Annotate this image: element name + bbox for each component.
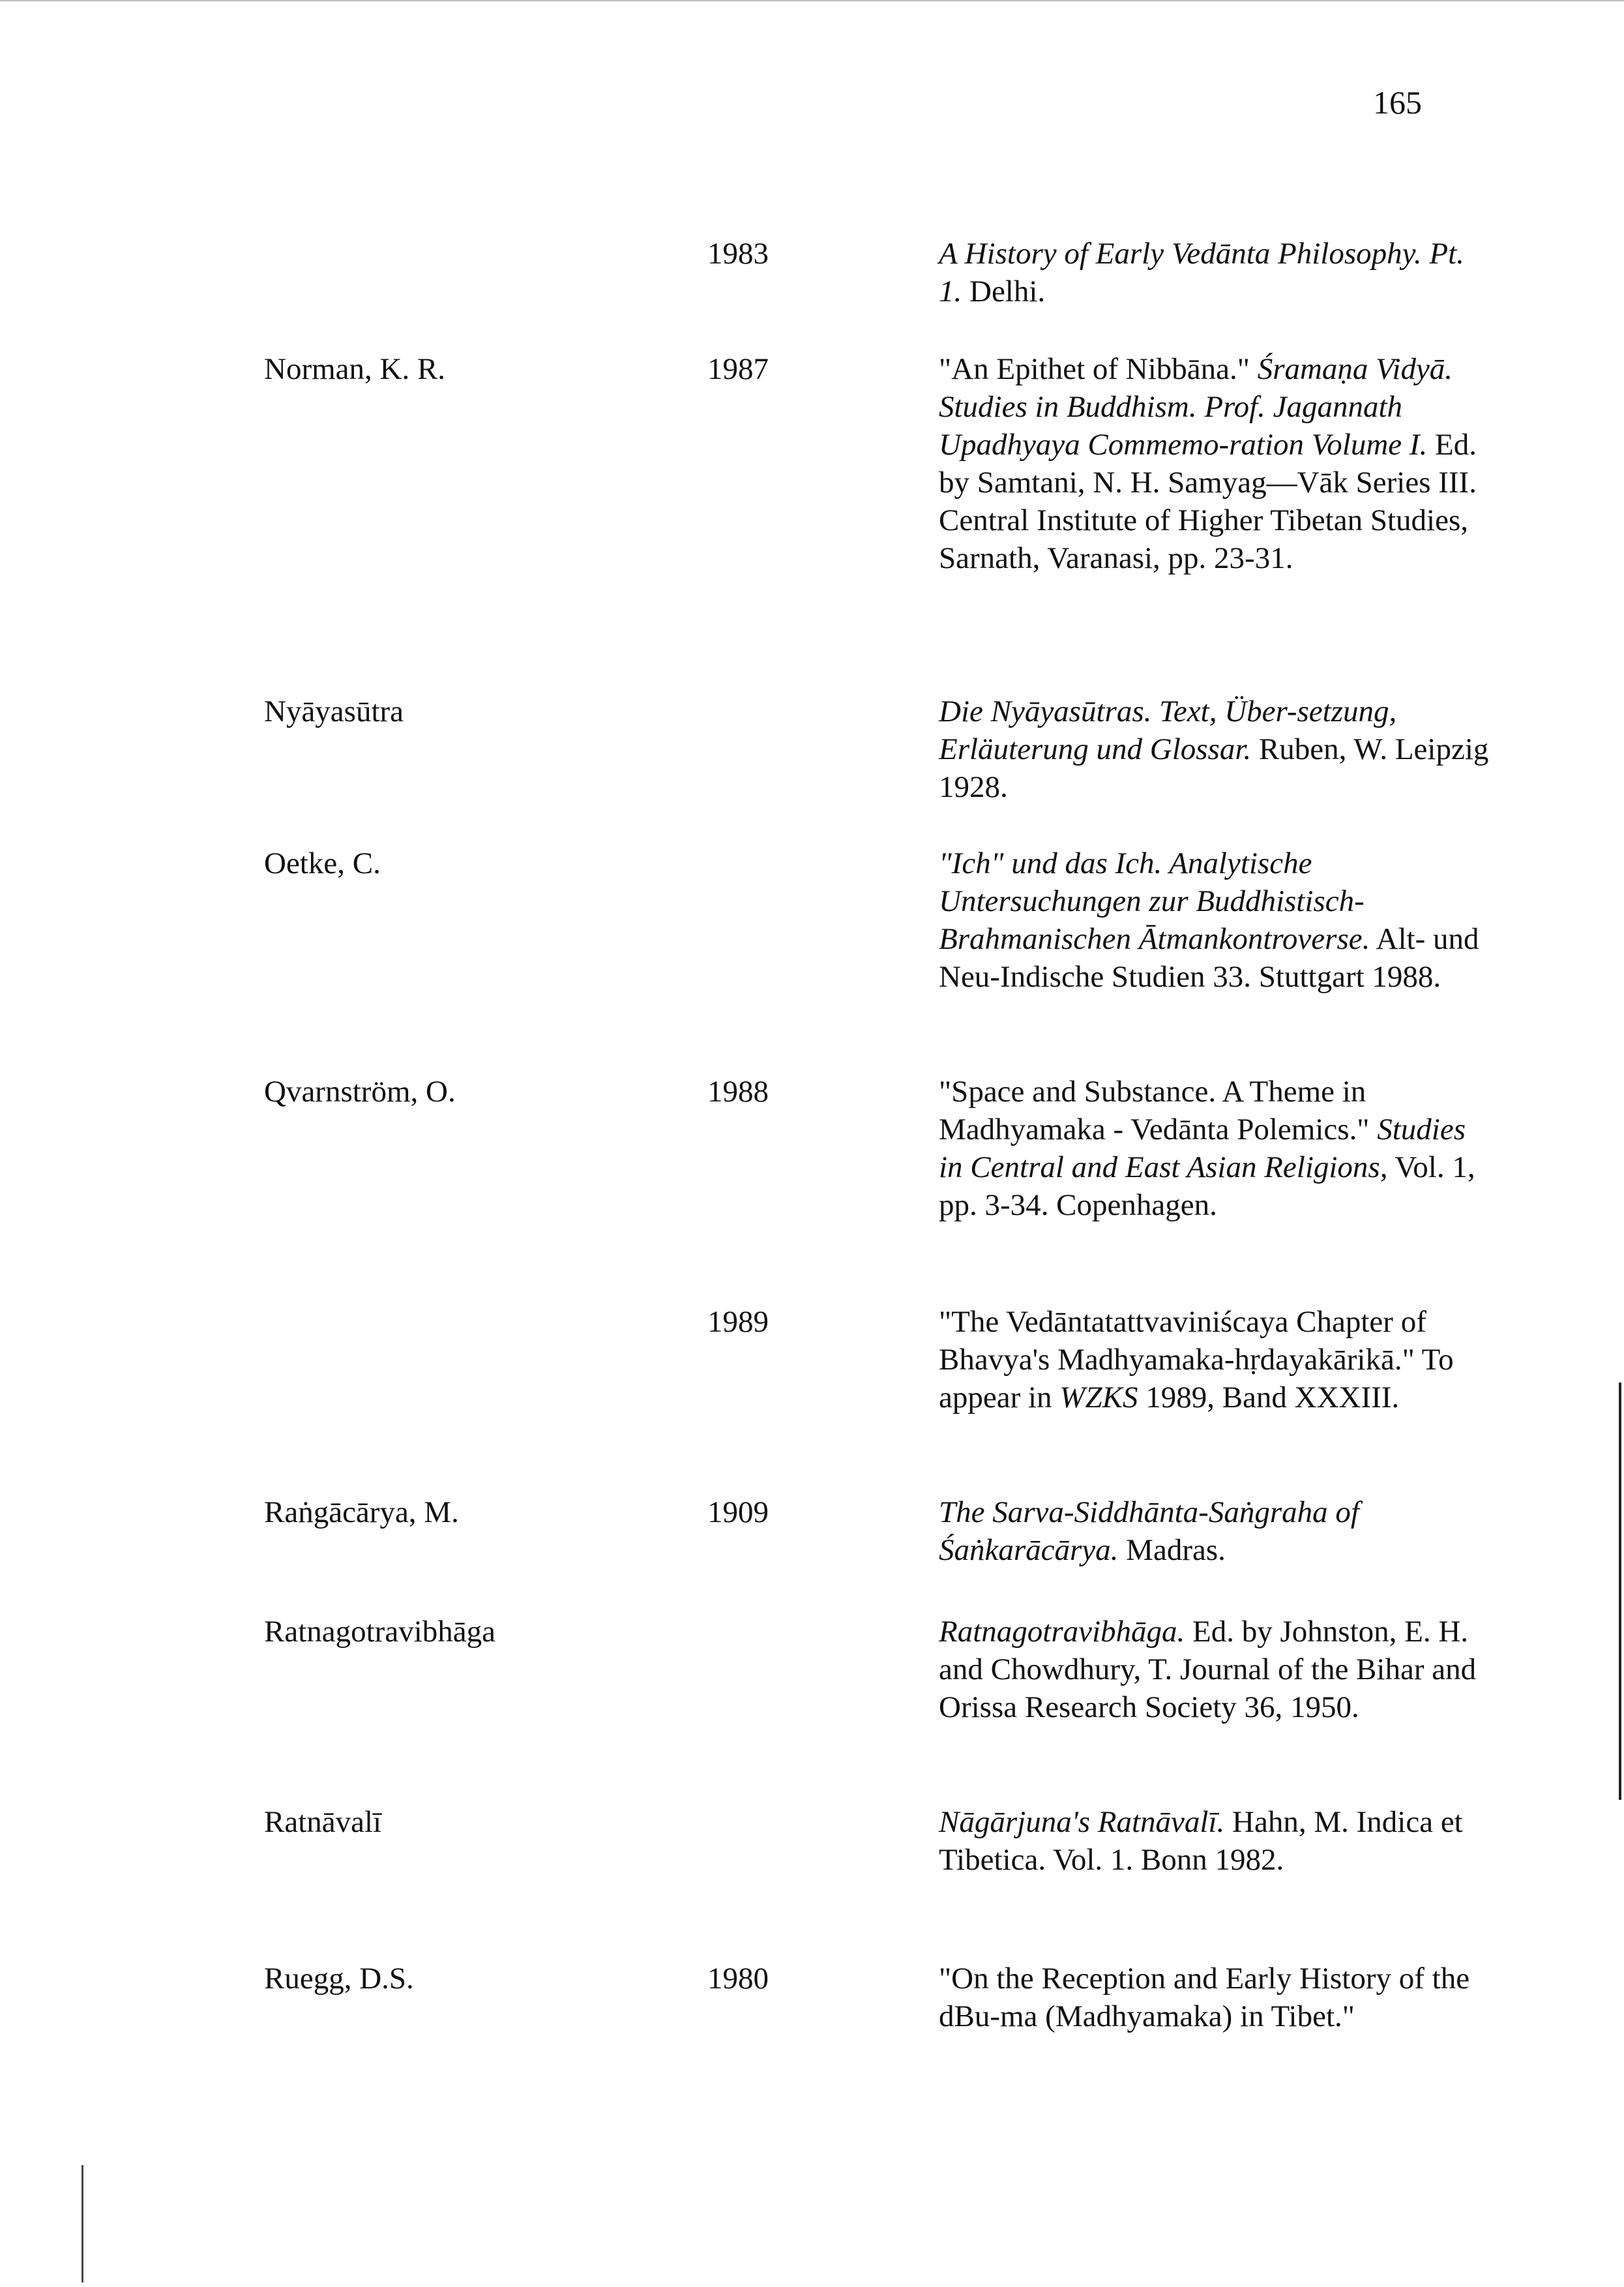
entry-author: Ratnāvalī [264, 1805, 382, 1839]
entry-year: 1909 [707, 1495, 769, 1529]
entry-author: Qvarnström, O. [264, 1075, 456, 1109]
scan-binding-shadow [1619, 1383, 1621, 1800]
reference-text: Ed. by Johnston, E. H. and Chowdhury, T. Journal of the Bihar and Orissa Research Society 36, 1950. [939, 1615, 1477, 1724]
entry-author: Raṅgācārya, M. [264, 1495, 459, 1529]
reference-title: Śramaṇa Vidyā. Studies in Buddhism. Prof. Jagannath Upadhyaya Commemo-ration Volume I. [939, 352, 1453, 462]
reference-text: "Space and Substance. A Theme in Madhyamaka - Vedānta Polemics." [939, 1075, 1378, 1146]
reference-text: Delhi. [962, 275, 1046, 308]
reference-title: Ratnagotravibhāga. [939, 1615, 1185, 1649]
scan-top-edge [0, 0, 1624, 1]
entry-author: Oetke, C. [264, 846, 381, 880]
entry-author: Ruegg, D.S. [264, 1962, 414, 1996]
reference-text: Vol. 1, pp. 3-34. Copenhagen. [939, 1150, 1475, 1222]
entry-year: 1989 [707, 1305, 769, 1339]
entry-year: 1983 [707, 237, 769, 271]
scan-margin-mark [81, 2165, 83, 2282]
reference-title: The Sarva-Siddhānta-Saṅgraha of Śaṅkarācārya. [939, 1495, 1359, 1567]
reference-text: Ed. by Samtani, N. H. Samyag—Vāk Series III. Central Institute of Higher Tibetan Studies, Sarnath, Varanasi, pp. 23-31. [939, 428, 1477, 575]
entry-reference [939, 1303, 1493, 1416]
entry-year: 1988 [707, 1075, 769, 1109]
entry-reference [939, 235, 1493, 310]
reference-text: "An Epithet of Nibbāna." [939, 352, 1258, 386]
reference-text: Alt- und Neu-Indische Studien 33. Stuttgart 1988. [939, 922, 1479, 994]
entry-reference [939, 1493, 1493, 1569]
reference-title: Die Nyāyasūtras. Text, Über-setzung, Erläuterung und Glossar. [939, 695, 1397, 766]
reference-text: Madras. [1118, 1533, 1226, 1567]
entry-reference [939, 350, 1493, 577]
entry-reference [939, 1073, 1493, 1224]
entry-reference [939, 1803, 1493, 1879]
entry-year: 1987 [707, 352, 769, 386]
entry-reference [939, 1960, 1493, 2035]
reference-title: "Ich" und das Ich. Analytische Untersuchungen zur Buddhistisch-Brahmanischen Ātmankontroverse. [939, 846, 1370, 956]
reference-title: Nāgārjuna's Ratnāvalī. [939, 1805, 1225, 1839]
entry-reference [939, 693, 1493, 806]
reference-text: "The Vedāntatattvaviniścaya Chapter of Bhavya's Madhyamaka-hṛdayakārikā." To appear in [939, 1305, 1454, 1414]
reference-text: 1989, Band XXXIII. [1138, 1381, 1400, 1414]
entry-author: Norman, K. R. [264, 352, 446, 386]
entry-year: 1980 [707, 1962, 769, 1996]
entry-reference [939, 845, 1493, 996]
entry-author: Nyāyasūtra [264, 695, 404, 728]
reference-text: Hahn, M. Indica et Tibetica. Vol. 1. Bonn 1982. [939, 1805, 1463, 1877]
page-number: 165 [1373, 84, 1422, 121]
reference-title: WZKS [1059, 1381, 1138, 1414]
reference-text: "On the Reception and Early History of the dBu-ma (Madhyamaka) in Tibet." [939, 1962, 1470, 2033]
entry-reference [939, 1613, 1493, 1726]
reference-title: Studies in Central and East Asian Religions, [939, 1113, 1466, 1184]
entry-author: Ratnagotravibhāga [264, 1615, 495, 1649]
reference-text: Ruben, W. Leipzig 1928. [939, 732, 1489, 804]
reference-title: A History of Early Vedānta Philosophy. Pt. 1. [939, 237, 1464, 308]
